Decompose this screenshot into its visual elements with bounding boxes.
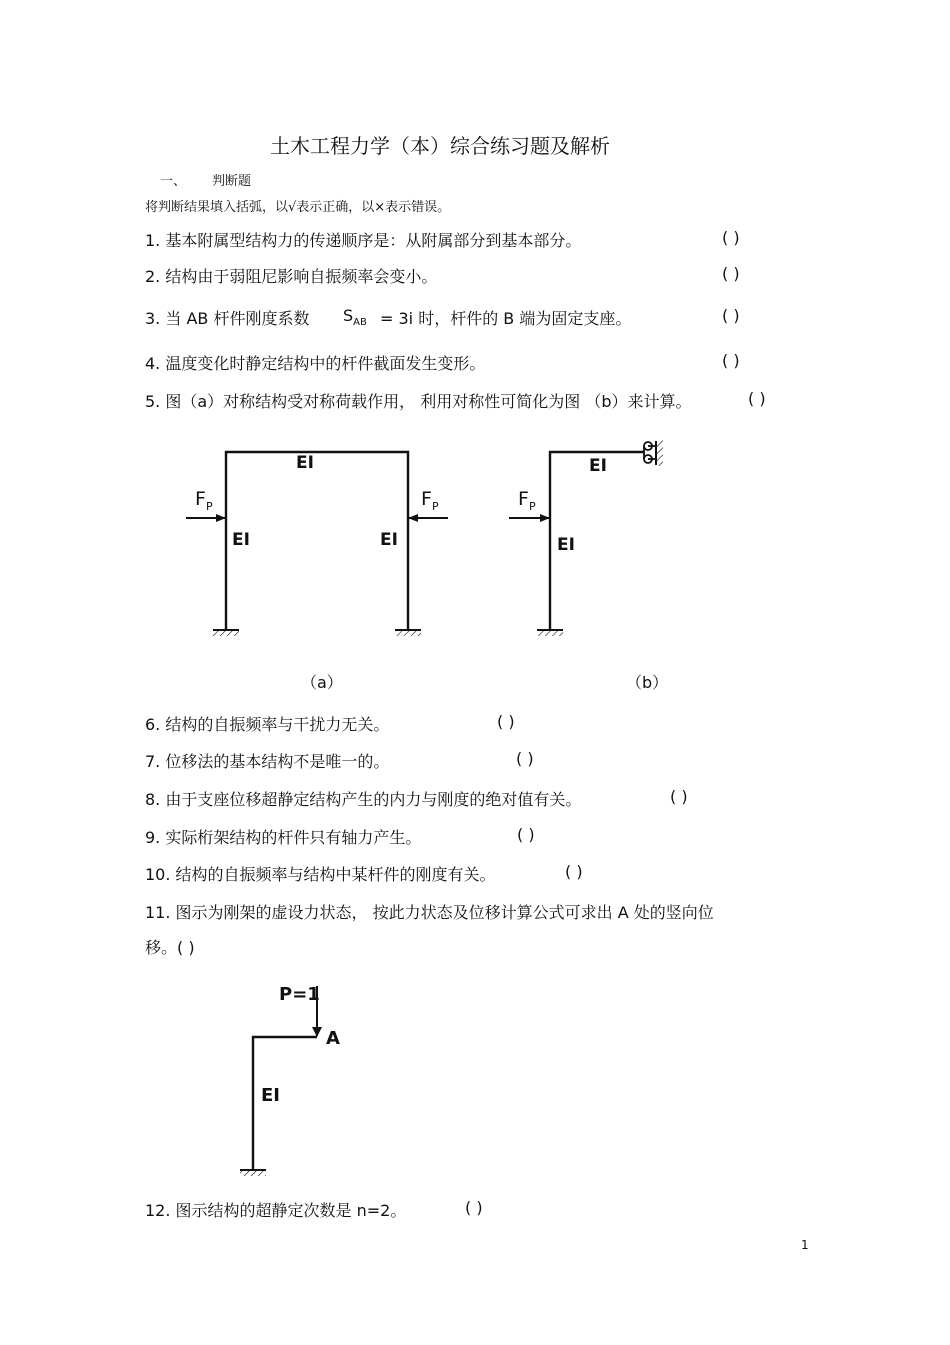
stiffness-symbol: $S_{AB}$ [343, 306, 367, 328]
question-4: 4. 温度变化时静定结构中的杆件截面发生变形。 [145, 354, 486, 373]
point-a-label: A [326, 1028, 340, 1049]
answer-paren-4: ( ) [722, 351, 740, 370]
question-8: 8. 由于支座位移超静定结构产生的内力与刚度的绝对值有关。 [145, 790, 582, 809]
fixed-support-11 [240, 1170, 266, 1176]
answer-paren-3: ( ) [722, 306, 740, 325]
fixed-support-b [537, 630, 563, 636]
answer-paren-7: ( ) [516, 749, 534, 768]
answer-paren-10: ( ) [565, 862, 583, 881]
fixed-support-a-right [395, 630, 421, 636]
page-title: 土木工程力学（本）综合练习题及解析 [270, 134, 610, 158]
ei-label-b-column: EI [557, 535, 575, 555]
stiffness-subscript: AB [353, 317, 367, 328]
question-2: 2. 结构由于弱阻尼影响自振频率会变小。 [145, 267, 438, 286]
instruction-text: 将判断结果填入括弧，以√表示正确，以×表示错误。 [145, 200, 451, 215]
ei-label-11: EI [261, 1085, 280, 1106]
page-number: 1 [801, 1238, 809, 1252]
guided-support-b [644, 440, 663, 466]
question-3-part-a: 3. 当 AB 杆件刚度系数 [145, 309, 310, 328]
caption-a: （a） [301, 673, 343, 692]
load-label-a-left: $F_P$ [195, 488, 213, 513]
section-number: 一、 [160, 174, 187, 189]
section-name: 判断题 [212, 174, 252, 189]
load-label-b: $F_P$ [518, 488, 536, 513]
ei-label-a-beam: EI [296, 453, 314, 473]
fixed-support-a-left [213, 630, 239, 636]
question-12: 12. 图示结构的超静定次数是 n=2。 [145, 1201, 407, 1220]
answer-paren-5: ( ) [748, 389, 766, 408]
question-11-line-2: 移。( ) [145, 938, 195, 957]
question-5: 5. 图（a）对称结构受对称荷载作用， 利用对称性可简化为图 （b）来计算。 [145, 392, 692, 411]
unit-load-label: P=1 [279, 984, 320, 1005]
figure-11-frame [0, 960, 950, 1200]
answer-paren-12: ( ) [465, 1198, 483, 1217]
question-6: 6. 结构的自振频率与干扰力无关。 [145, 715, 390, 734]
question-1: 1. 基本附属型结构力的传递顺序是：从附属部分到基本部分。 [145, 231, 582, 250]
answer-paren-9: ( ) [517, 825, 535, 844]
answer-paren-2: ( ) [722, 264, 740, 283]
question-3-part-b: = 3i 时，杆件的 B 端为固定支座。 [380, 309, 632, 328]
answer-paren-6: ( ) [497, 712, 515, 731]
question-9: 9. 实际桁架结构的杆件只有轴力产生。 [145, 828, 422, 847]
ei-label-a-left: EI [232, 530, 250, 550]
load-label-a-right: $F_P$ [421, 488, 439, 513]
caption-b: （b） [626, 673, 669, 692]
answer-paren-8: ( ) [670, 787, 688, 806]
frame-b [509, 440, 663, 636]
ei-label-b-beam: EI [589, 456, 607, 476]
question-11-line-1: 11. 图示为刚架的虚设力状态， 按此力状态及位移计算公式可求出 A 处的竖向位 [145, 903, 714, 922]
question-10: 10. 结构的自振频率与结构中某杆件的刚度有关。 [145, 865, 496, 884]
ei-label-a-right: EI [380, 530, 398, 550]
question-7: 7. 位移法的基本结构不是唯一的。 [145, 752, 390, 771]
answer-paren-1: ( ) [722, 228, 740, 247]
frame-a [186, 452, 448, 636]
